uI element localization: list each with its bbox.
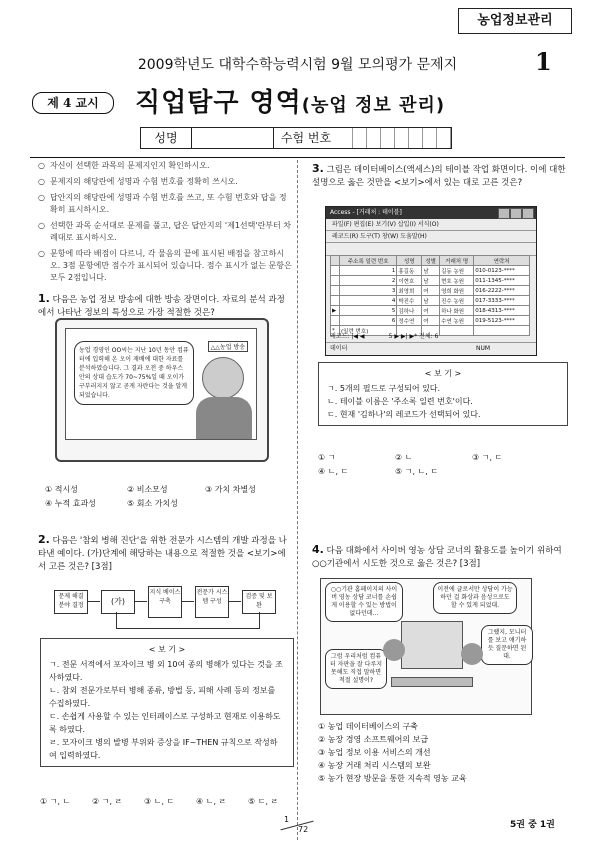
cartoon-bubble-2: 이전에 글로서만 상담이 가능하던 걸 화상과 음성으로도 할 수 있게 되었대. (433, 582, 517, 614)
q3-option-1[interactable]: ① ㄱ (318, 453, 336, 462)
nav-last-icon[interactable]: ▶| (400, 333, 408, 340)
q1-option-4[interactable]: ④ 누적 효과성 (45, 499, 96, 508)
question-text: 다음은 농업 정보 방송에 대한 방송 장면이다. 자료의 분석 과정에서 나타난 정보의 특성으로 가장 적절한 것은? (38, 295, 285, 318)
q4-options (318, 720, 467, 785)
instruction-item: ○ 문항에 따라 배점이 다르니, 각 물음의 끝에 표시된 배점을 참고하시오. 3점 문항에만 점수가 표시되어 있습니다. 점수 표시가 없는 문항은 모두 2점입니다. (38, 248, 293, 284)
question-text: 다음 대화에서 사이버 영농 상담 코너의 활용도를 높이기 위하여 ○○기관에서 시도한 것으로 옳은 것은? [3점] (312, 546, 562, 569)
nav-new-icon[interactable]: ▶* (409, 333, 418, 340)
table-cell[interactable]: 수연 농원 (440, 316, 474, 326)
q1-option-5[interactable]: ⑤ 회소 가치성 (127, 499, 178, 508)
cartoon-bubble-4: 그럼 우리처럼 컴퓨터 자판을 잘 다루지 못해도 직접 말하면 적절 설명이? (325, 649, 387, 689)
menu-bar-1[interactable]: 파일(F) 편집(E) 보기(V) 삽입(I) 서식(O) (326, 219, 536, 231)
maximize-icon[interactable] (510, 208, 522, 219)
exam-title: 2009학년도 대학수학능력시험 9월 모의평가 문제지 (137, 57, 458, 73)
bogi-item: ㄷ. 손쉽게 사용할 수 있는 인터페이스로 구성하고 현재로 이용하도록 하였다. (49, 712, 281, 734)
table-cell[interactable]: 2 (340, 276, 397, 286)
id-box (140, 127, 452, 149)
column-header[interactable]: 성명 (397, 256, 422, 266)
subject-tag: 농업정보관리 (458, 8, 572, 34)
table-cell[interactable]: 011-1345-**** (474, 276, 530, 286)
status-bar (326, 342, 536, 355)
table-cell[interactable]: 남 (422, 266, 440, 276)
status-right: NUM (476, 345, 491, 352)
footer-page-total: 72 (298, 825, 309, 834)
subject-sub: (농업 정보 관리) (301, 95, 446, 116)
broadcast-label: △△농업 방송 (208, 341, 248, 352)
table-row[interactable] (331, 316, 530, 326)
row-selector[interactable] (331, 276, 340, 286)
session-badge: 제 4 교시 (32, 92, 114, 114)
table-cell[interactable]: 017-3333-**** (474, 296, 530, 306)
instruction-item: ○ 자신이 선택한 과목의 문제지인지 확인하시오. (38, 160, 293, 172)
menu-bar-2[interactable]: 레코드(R) 도구(T) 창(W) 도움말(H) (326, 231, 536, 243)
question-2 (38, 533, 293, 574)
flow-arrow (228, 601, 241, 602)
q2-option-4[interactable]: ④ ㄴ, ㄹ (196, 797, 227, 806)
tv-screen (65, 328, 257, 440)
flow-feedback-line (116, 612, 260, 629)
bogi-item: ㄱ. 5개의 필드로 구성되어 있다. (327, 384, 441, 393)
question-number: 4. (312, 543, 324, 556)
q2-bogi-box (40, 638, 294, 767)
record-label: 레코드: (330, 333, 350, 340)
q4-option-4[interactable]: ④ 농장 거래 처리 시스템의 보완 (318, 761, 431, 770)
minimize-icon[interactable] (498, 208, 510, 219)
close-icon[interactable] (522, 208, 534, 219)
table-cell[interactable]: 박진수 (397, 296, 422, 306)
question-1 (38, 292, 293, 320)
table-cell[interactable]: 4 (340, 296, 397, 306)
table-cell[interactable]: (일련 번호) (340, 326, 397, 336)
table-cell[interactable]: 여 (422, 306, 440, 316)
table-cell[interactable]: 여 (422, 286, 440, 296)
q3-option-4[interactable]: ④ ㄴ, ㄷ (318, 467, 349, 476)
q1-option-3[interactable]: ③ 가치 차별성 (205, 485, 256, 494)
flow-arrow (181, 601, 194, 602)
bogi-item: ㄷ. 현재 '김하나'의 레코드가 선택되어 있다. (327, 410, 481, 419)
question-3 (312, 162, 567, 190)
table-cell[interactable]: 진수 농원 (440, 296, 474, 306)
flow-step-2: (가) (101, 590, 135, 614)
question-text: 다음은 '참외 병해 진단'을 위한 전문가 시스템의 개발 과정을 나타낸 예이다. (가)단계에 해당하는 내용으로 적절한 것을 <보기>에서 고른 것은? [3점] (38, 536, 287, 572)
column-header[interactable]: 연락처 (474, 256, 530, 266)
q4-option-1[interactable]: ① 농업 데이터베이스의 구축 (318, 722, 418, 731)
question-number: 1. (38, 292, 50, 305)
anchor-body-icon (196, 397, 252, 439)
q4-option-3[interactable]: ③ 농업 정보 이용 서비스의 개선 (318, 748, 431, 757)
record-total: 전체: 6 (419, 333, 439, 340)
person-icon (383, 639, 405, 661)
table-cell[interactable]: 010-0123-**** (474, 266, 530, 276)
name-field[interactable] (191, 128, 274, 148)
nav-first-icon[interactable]: |◀ (351, 333, 358, 340)
q3-option-3[interactable]: ③ ㄱ, ㄷ (472, 453, 503, 462)
bogi-item: ㄴ. 참외 전문가로부터 병해 종류, 방법 등, 피해 사례 등의 정보를 수집하였다. (49, 686, 276, 708)
instruction-item: ○ 문제지의 해당란에 성명과 수험 번호를 정확히 쓰시오. (38, 176, 293, 188)
table-cell[interactable]: 남 (422, 276, 440, 286)
record-number[interactable]: 5 (388, 333, 393, 340)
keyboard-icon (391, 677, 473, 687)
table-cell[interactable]: 018-4313-**** (474, 306, 530, 316)
column-header[interactable]: 거래처 명 (440, 256, 474, 266)
window-title: Access - [거래처 : 테이블] (326, 207, 536, 219)
table-cell[interactable]: 5 (340, 306, 397, 316)
question-number: 3. (312, 162, 324, 175)
table-cell[interactable] (474, 326, 530, 336)
q2-option-5[interactable]: ⑤ ㄷ, ㄹ (248, 797, 279, 806)
q3-option-2[interactable]: ② ㄴ (395, 453, 413, 462)
q3-bogi-box (318, 362, 568, 426)
question-text: 그림은 데이터베이스(액세스)의 테이블 작업 화면이다. 이에 대한 설명으로 옳은 것만을 <보기>에서 있는 대로 고른 것은? (312, 165, 566, 188)
table-cell[interactable]: 016-2222-**** (474, 286, 530, 296)
column-separator (297, 160, 298, 840)
question-number: 2. (38, 533, 50, 546)
table-row[interactable] (331, 296, 530, 306)
nav-next-icon[interactable]: ▶ (394, 333, 399, 340)
bogi-title: < 보 기 > (148, 645, 186, 654)
table-cell[interactable]: 남 (422, 296, 440, 306)
header-rule (30, 157, 565, 158)
table-cell[interactable]: 영희 화원 (440, 286, 474, 296)
footer-page (278, 815, 318, 835)
flow-step-5: 검증 및 보완 (242, 590, 276, 614)
table-row[interactable] (331, 266, 530, 276)
q2-option-3[interactable]: ③ ㄴ, ㄷ (144, 797, 175, 806)
name-label: 성명 (141, 128, 192, 148)
table-cell[interactable]: 하나 화원 (440, 306, 474, 316)
volume-label: 5권 중 1권 (510, 820, 555, 830)
column-header[interactable]: 주소록 일련 번호 (340, 256, 397, 266)
anchor-face-icon (202, 357, 244, 399)
row-selector-header (331, 256, 340, 266)
row-selector[interactable] (331, 296, 340, 306)
q1-option-1[interactable]: ① 적시성 (45, 485, 78, 494)
table-cell[interactable]: 길동 농원 (440, 266, 474, 276)
subject-title (135, 82, 445, 119)
row-selector[interactable] (331, 316, 340, 326)
flow-step-1: 문제 해결 분야 결정 (54, 590, 88, 614)
tv-illustration (55, 318, 269, 462)
bogi-title: < 보 기 > (424, 369, 462, 378)
instruction-item: ○ 답안지의 해당란에 성명과 수험 번호를 쓰고, 또 수험 번호와 답을 정확히 표시하시오. (38, 192, 293, 216)
nav-prev-icon[interactable]: ◀ (359, 333, 365, 340)
table-header-row (331, 256, 530, 266)
current-record-icon[interactable]: ▶ (331, 306, 340, 316)
q4-option-5[interactable]: ⑤ 농가 현장 방문을 통한 지속적 영농 교육 (318, 774, 467, 783)
exam-no-field[interactable] (339, 128, 451, 148)
bogi-item: ㄴ. 테이블 이름은 '주소록 일련 번호'이다. (327, 397, 473, 406)
cartoon-bubble-1: ○○기관 홈페이지의 사이버 영농 상담 코너를 손쉽게 이용할 수 있는 방법이 없다던데… (325, 582, 403, 622)
record-navigator[interactable] (330, 331, 438, 340)
table-cell[interactable]: 6 (340, 316, 397, 326)
person-icon (461, 643, 483, 665)
q2-option-1[interactable]: ① ㄱ, ㄴ (40, 797, 71, 806)
table-cell[interactable]: 최영희 (397, 286, 422, 296)
table-cell[interactable]: 김하나 (397, 306, 422, 316)
new-record-icon[interactable]: * (331, 326, 340, 336)
flow-step-3: 지식 베이스 구축 (148, 586, 182, 618)
table-row-selected[interactable] (331, 306, 530, 316)
table-cell[interactable]: 정수연 (397, 316, 422, 326)
footer-page-current: 1 (284, 815, 290, 824)
table-row[interactable] (331, 276, 530, 286)
table-cell[interactable]: 이현호 (397, 276, 422, 286)
q3-option-5[interactable]: ⑤ ㄱ, ㄴ, ㄷ (395, 467, 439, 476)
q1-option-2[interactable]: ② 비소모성 (127, 485, 168, 494)
page-number: 1 (535, 47, 552, 76)
row-selector[interactable] (331, 286, 340, 296)
subject-main: 직업탐구 영역 (135, 88, 302, 118)
column-header[interactable]: 성별 (422, 256, 440, 266)
bogi-item: ㄱ. 전문 서적에서 포자이크 병 외 10여 종의 병해가 있다는 것을 조사하였다. (49, 660, 283, 682)
cartoon-illustration (320, 578, 532, 715)
flow-arrow (134, 601, 147, 602)
table-row[interactable] (331, 286, 530, 296)
instructions (38, 160, 293, 288)
monitor-icon (401, 621, 463, 669)
speech-bubble: 농업 경영인 OO씨는 지난 10년 동안 컴퓨터에 입력해 온 오이 재배에 대한 자료를 분석하였습니다. 그 결과 오전 중 하우스 안의 상대 습도가 70~75%일 때 오이가 구부러지지 않고 곧게 자란다는 것을 알게 되었습니다. (74, 341, 194, 405)
table-cell[interactable]: 3 (340, 286, 397, 296)
table-cell[interactable]: 1 (340, 266, 397, 276)
table-cell[interactable]: 홍길동 (397, 266, 422, 276)
bogi-item: ㄹ. 모자이크 병의 발병 부위와 증상을 IF~THEN 규칙으로 작성하여 입력하였다. (49, 738, 278, 760)
flow-arrow (87, 601, 100, 602)
question-4 (312, 543, 567, 571)
cartoon-bubble-3: 그랬지, 모니터를 보고 얘기하듯 질문하면 된대. (481, 625, 533, 665)
row-selector[interactable] (331, 266, 340, 276)
table-cell[interactable]: 019-5123-**** (474, 316, 530, 326)
exam-no-label: 수험 번호 (273, 128, 340, 148)
instruction-item: ○ 선택한 과목 순서대로 문제를 풀고, 답은 답안지의 '제1선택'란부터 차례대로 표시하시오. (38, 220, 293, 244)
q2-option-2[interactable]: ② ㄱ, ㄹ (92, 797, 123, 806)
access-window (325, 206, 537, 356)
status-left: 데이터 (330, 345, 348, 352)
flow-step-4: 전문가 시스템 구성 (195, 586, 229, 618)
table-cell[interactable]: 현호 농원 (440, 276, 474, 286)
table-cell[interactable]: 여 (422, 316, 440, 326)
data-table (330, 255, 530, 336)
table-cell[interactable] (440, 326, 474, 336)
q4-option-2[interactable]: ② 농장 경영 소프트웨어의 보급 (318, 735, 429, 744)
